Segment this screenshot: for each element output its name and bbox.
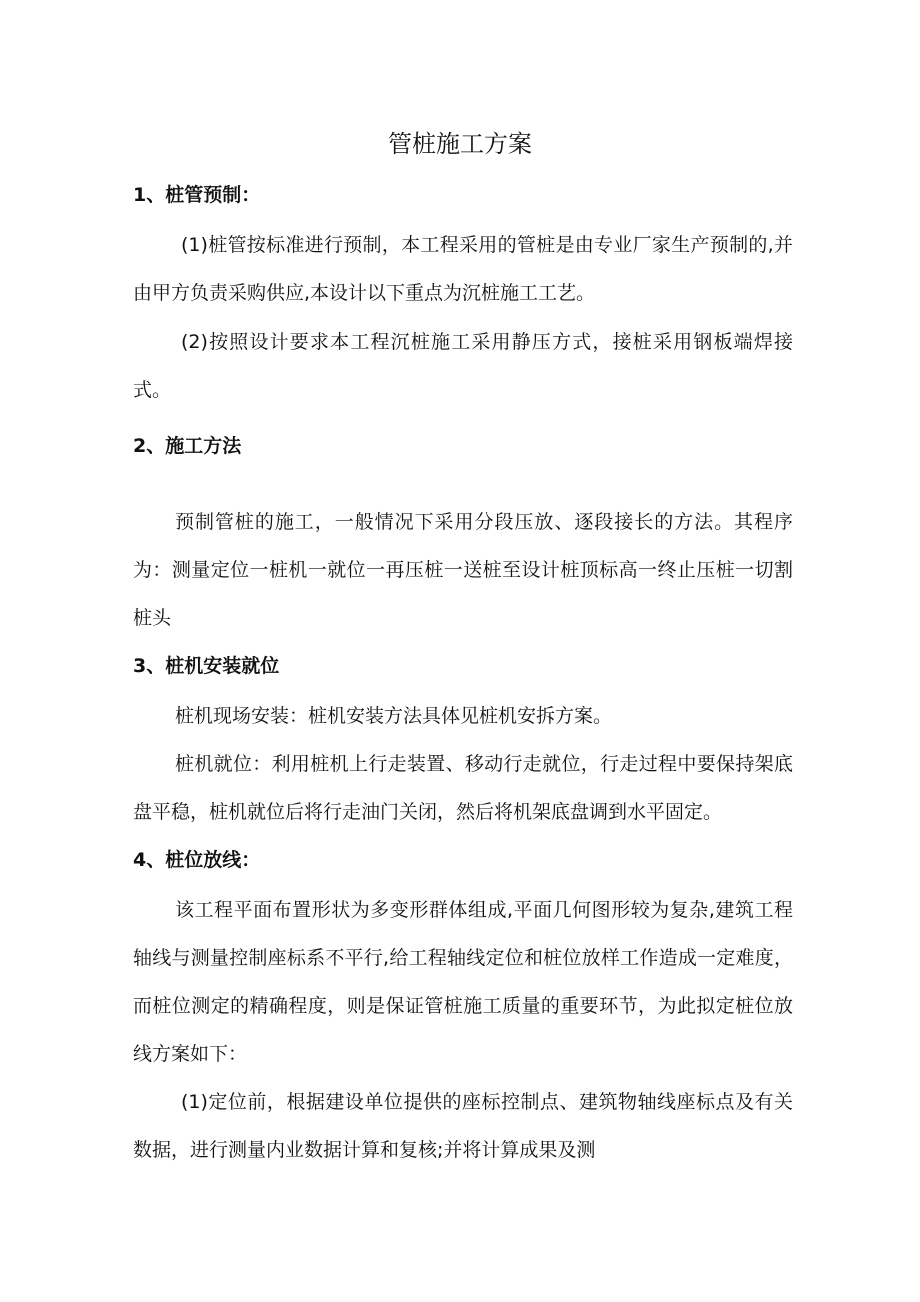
section-1-paragraph-1: (1)桩管按标准进行预制，本工程采用的管桩是由专业厂家生产预制的,并由甲方负责采购供应,本设计以下重点为沉桩施工工艺。	[133, 234, 793, 304]
section-2-paragraph-1: 预制管桩的施工，一般情况下采用分段压放、逐段接长的方法。其程序为：测量定位一桩机一就位一再压桩一送桩至设计桩顶标高一终止压桩一切割桩头	[133, 511, 793, 629]
section-4-paragraph-2: (1)定位前，根据建设单位提供的座标控制点、建筑物轴线座标点及有关数据，进行测量内业数据计算和复核;并将计算成果及测	[133, 1091, 793, 1161]
section-4-paragraph-1: 该工程平面布置形状为多变形群体组成,平面几何图形较为复杂,建筑工程轴线与测量控制座标系不平行,给工程轴线定位和桩位放样工作造成一定难度，而桩位测定的精确程度，则是保证管桩施工质量的重要环节，为此拟定桩位放线方案如下：	[133, 899, 793, 1065]
section-3-paragraph-2: 桩机就位：利用桩机上行走装置、移动行走就位，行走过程中要保持架底盘平稳，桩机就位后将行走油门关闭，然后将机架底盘调到水平固定。	[133, 753, 793, 823]
section-4-heading: 4、桩位放线：	[133, 849, 261, 871]
section-2-heading: 2、施工方法	[133, 435, 242, 457]
section-3-heading: 3、桩机安装就位	[133, 655, 280, 677]
section-3-paragraph-1: 桩机现场安装：桩机安装方法具体见桩机安拆方案。	[175, 705, 613, 727]
section-1-heading: 1、桩管预制：	[133, 184, 261, 206]
document-title: 管桩施工方案	[388, 130, 532, 158]
section-1-paragraph-2: (2)按照设计要求本工程沉桩施工采用静压方式，接桩采用钢板端焊接式。	[133, 331, 793, 401]
